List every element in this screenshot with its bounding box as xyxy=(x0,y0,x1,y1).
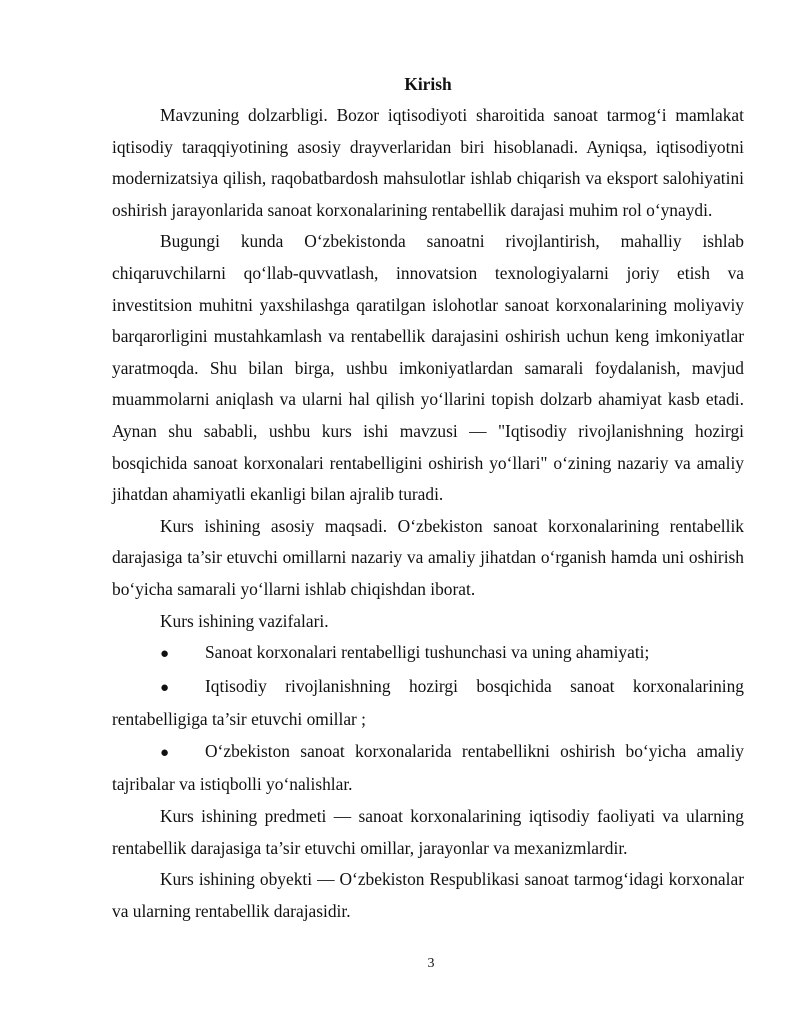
bullet-icon: ● xyxy=(160,679,170,696)
bullet-icon: ● xyxy=(160,646,170,663)
paragraph-object: Kurs ishining obyekti — O‘zbekiston Respublikasi sanoat tarmog‘idagi korxonalar va ularning rentabellik darajasidir. xyxy=(112,869,744,921)
paragraph-relevance: Mavzuning dolzarbligi. Bozor iqtisodiyoti sharoitida sanoat tarmog‘i mamlakat iqtisodiy taraqqiyotining asosiy drayverlaridan biri hisoblanadi. Ayniqsa, iqtisodiyotni modernizatsiya qilish, raqobatbardosh mahsulotlar ishlab chiqarish va eksport salohiyatini oshirish jarayonlarida sanoat korxonalarining rentabellik darajasi muhim rol o‘ynaydi. xyxy=(112,105,744,220)
bullet-text: Iqtisodiy rivojlanishning hozirgi bosqichida sanoat korxonalarining rentabelligiga ta’sir etuvchi omillar ; xyxy=(112,675,744,730)
bullet-text: Sanoat korxonalari rentabelligi tushunchasi va uning ahamiyati; xyxy=(205,642,650,663)
bullet-text: O‘zbekiston sanoat korxonalarida rentabellikni oshirish bo‘yicha amaliy tajribalar va istiqbolli yo‘nalishlar. xyxy=(112,740,744,795)
bullet-item xyxy=(112,736,744,801)
paragraph-goal: Kurs ishining asosiy maqsadi. O‘zbekiston sanoat korxonalarining rentabellik darajasiga ta’sir etuvchi omillarni nazariy va amaliy jihatdan o‘rganish hamda uni oshirish bo‘yicha samarali yo‘llarni ishlab chiqishdan iborat. xyxy=(112,515,744,599)
page-number: 3 xyxy=(427,956,435,971)
paragraph-reforms: Bugungi kunda O‘zbekistonda sanoatni rivojlantirish, mahalliy ishlab chiqaruvchilarni qo‘llab-quvvatlash, innovatsion texnologiyalarni joriy etish va investitsion muhitni yaxshilashga qaratilgan islohotlar sanoat korxonalarining moliyaviy barqarorligini mustahkamlash va rentabellik darajasini oshirish uchun keng imkoniyatlar yaratmoqda. Shu bilan birga, ushbu imkoniyatlardan samarali foydalanish, mavjud muammolarni aniqlash va ularni hal qilish yo‘llarini topish dolzarb ahamiyat kasb etadi. Aynan shu sababli, ushbu kurs ishi mavzusi — "Iqtisodiy rivojlanishning hozirgi bosqichida sanoat korxonalari rentabelligini oshirish yo‘llari" o‘zining nazariy va amaliy jihatdan ahamiyatli ekanligi bilan ajralib turadi. xyxy=(112,231,744,505)
section-title: Kirish xyxy=(404,74,452,94)
paragraph-subject: Kurs ishining predmeti — sanoat korxonalarining iqtisodiy faoliyati va ularning rentabellik darajasiga ta’sir etuvchi omillar, jarayonlar va mexanizmlardir. xyxy=(112,806,744,858)
paragraph-tasks-heading: Kurs ishining vazifalari. xyxy=(160,610,329,631)
bullet-item xyxy=(112,637,744,671)
bullet-item xyxy=(112,671,744,736)
bullet-icon: ● xyxy=(160,744,170,761)
document-page xyxy=(112,68,744,927)
